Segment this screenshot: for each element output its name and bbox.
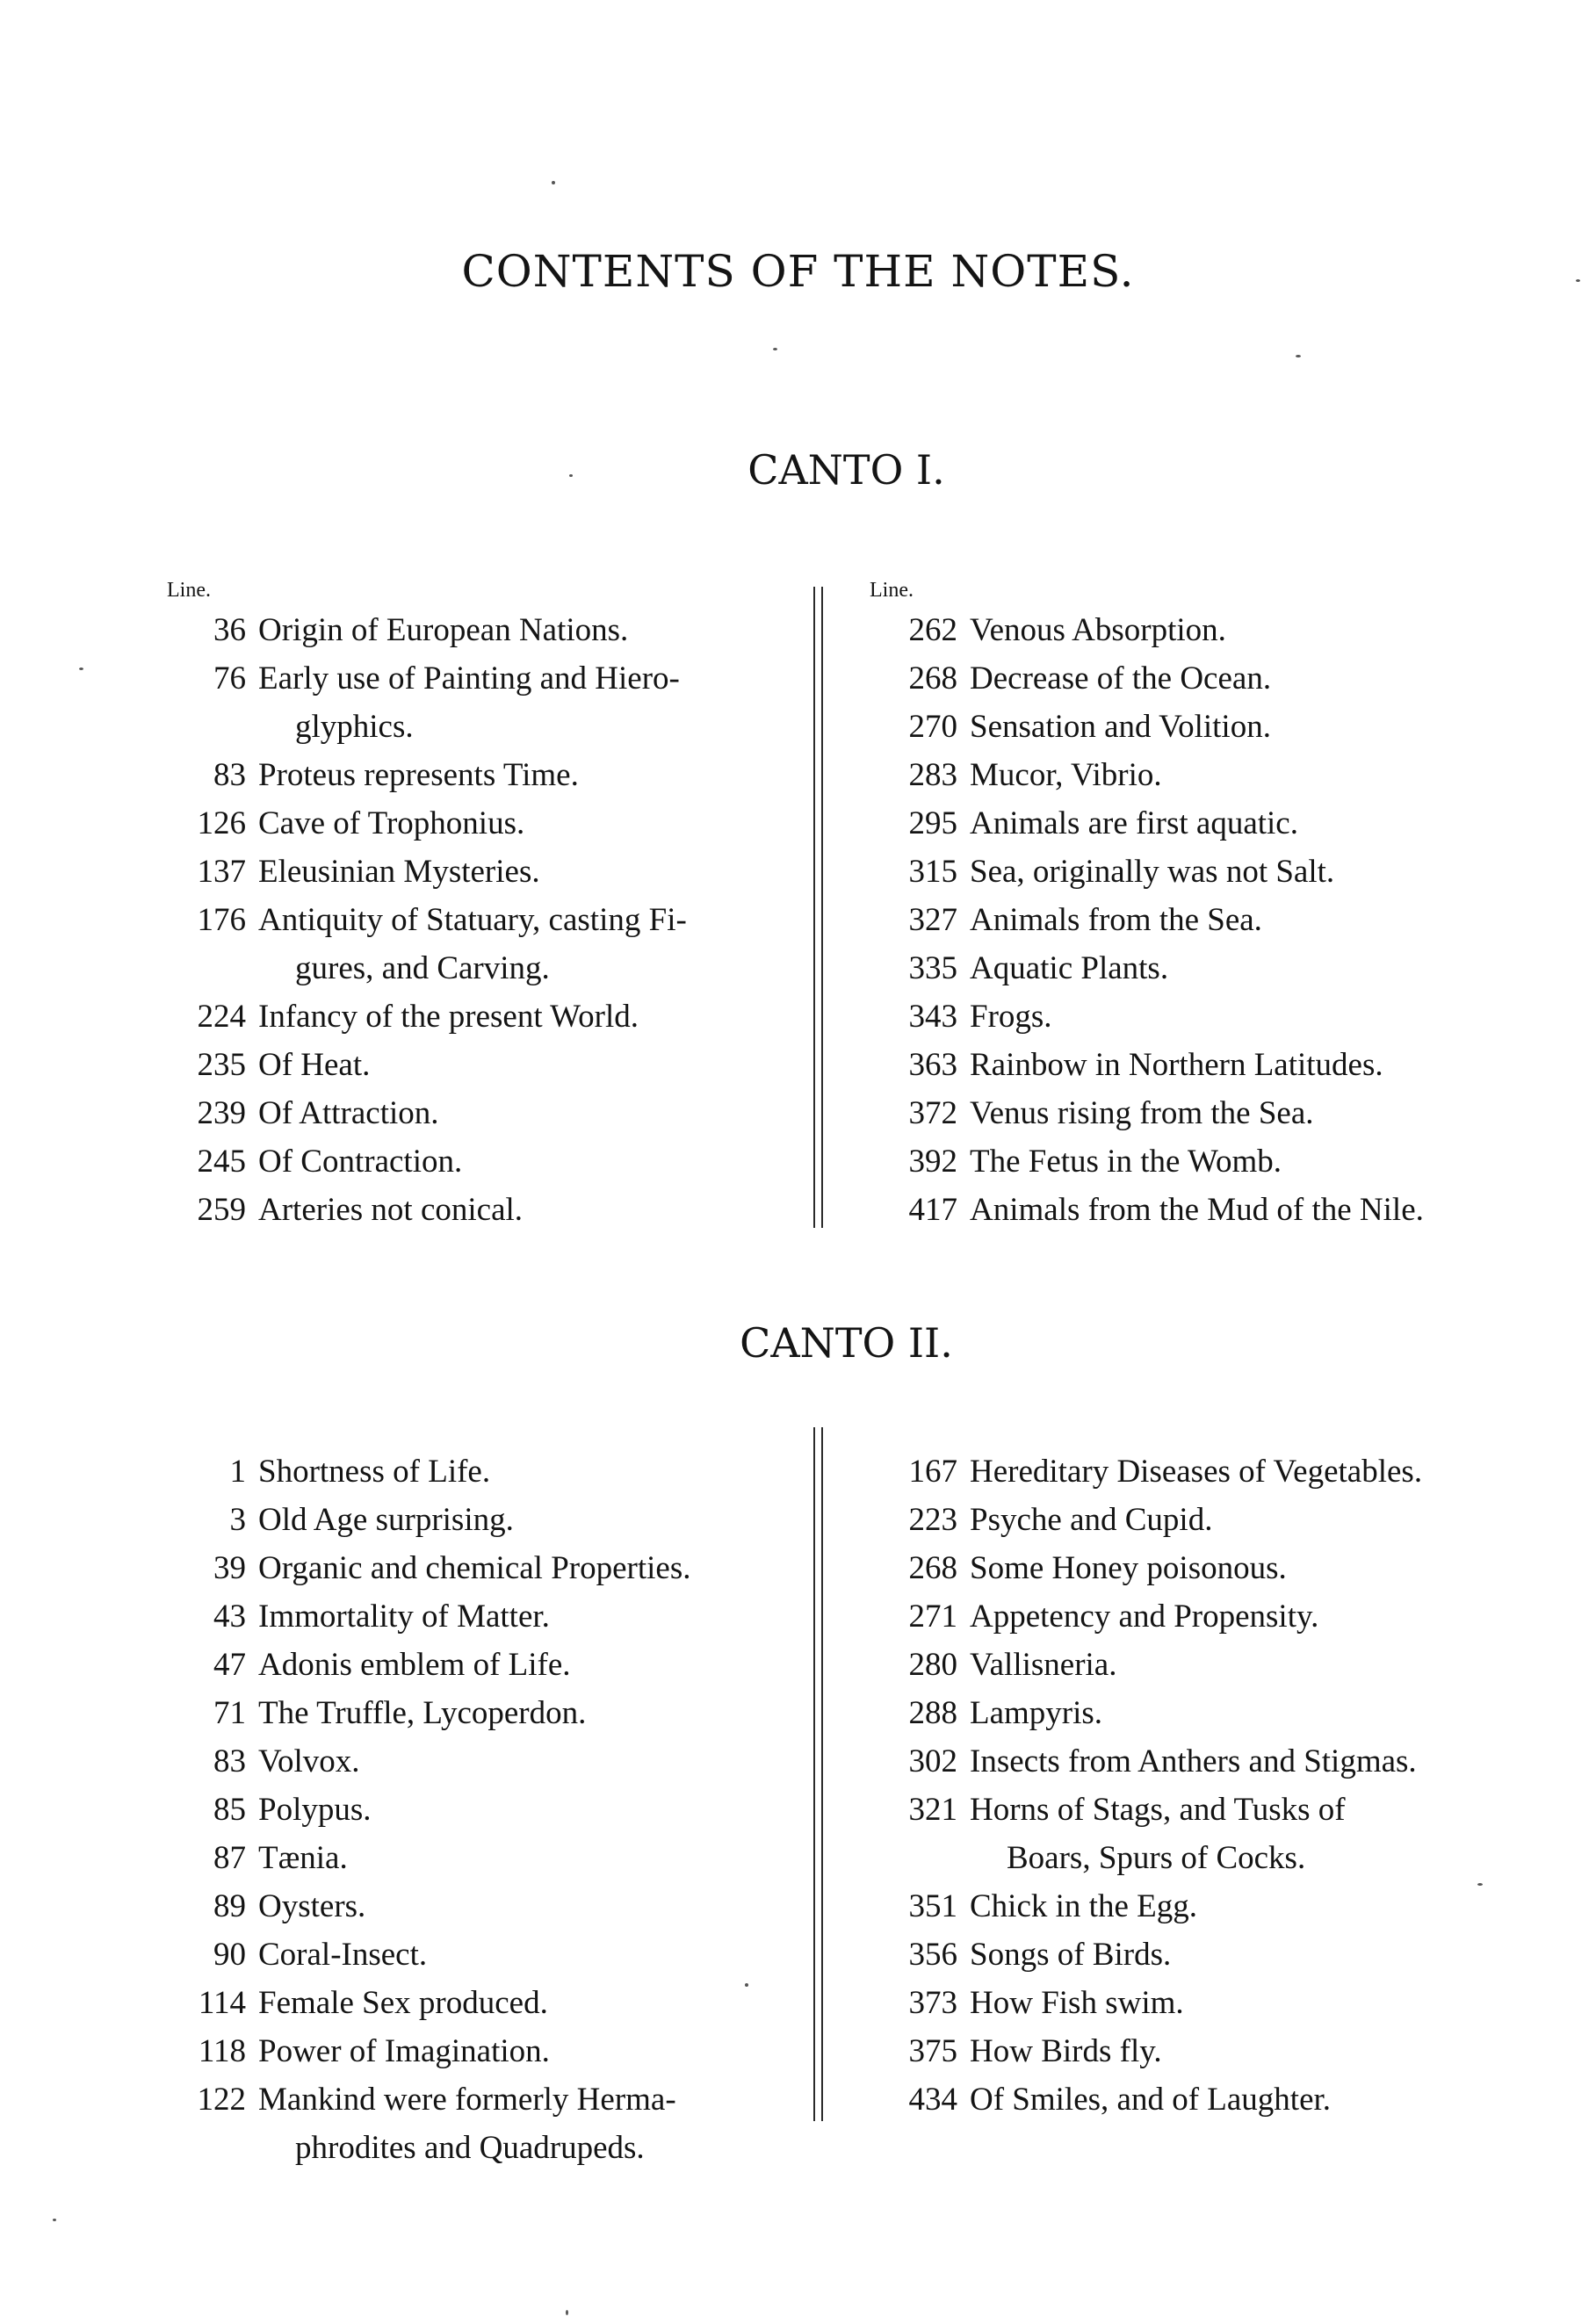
contents-entry	[870, 1641, 1484, 1689]
entry-title	[970, 944, 1484, 992]
entry-title	[970, 1931, 1484, 1979]
contents-entry	[167, 1041, 799, 1089]
contents-entry	[167, 654, 799, 751]
entry-title	[258, 1737, 799, 1786]
contents-entry	[167, 1592, 799, 1641]
entry-title-line: Origin of European Nations.	[258, 612, 629, 648]
entry-title	[258, 2027, 799, 2075]
line-number: 363	[908, 1047, 957, 1083]
entry-title-line: Volvox.	[258, 1743, 360, 1779]
line-number: 315	[908, 854, 957, 890]
entry-title-line: Arteries not conical.	[258, 1192, 524, 1228]
entry-title-line: Infancy of the present World.	[258, 999, 639, 1035]
entry-title	[970, 1496, 1484, 1544]
entry-title	[258, 1041, 799, 1089]
entry-title-line: Animals from the Sea.	[970, 902, 1262, 938]
entry-title	[970, 1544, 1484, 1592]
entry-title-line: Aquatic Plants.	[970, 950, 1169, 986]
entry-title	[258, 606, 799, 654]
canto-2-left-column	[167, 1421, 799, 2172]
entry-title	[970, 751, 1484, 799]
contents-entry	[870, 2027, 1484, 2075]
line-number: 3	[229, 1502, 246, 1538]
entry-title-line: Frogs.	[970, 999, 1052, 1035]
line-number: 118	[198, 2033, 246, 2069]
speck	[745, 1983, 748, 1987]
entry-title-line: The Fetus in the Womb.	[970, 1144, 1282, 1180]
entry-title-line: Antiquity of Statuary, casting Fi-	[258, 902, 687, 938]
contents-entry	[167, 992, 799, 1041]
entry-title	[970, 992, 1484, 1041]
entry-title	[970, 1137, 1484, 1186]
contents-entry	[870, 1689, 1484, 1737]
line-number: 167	[908, 1454, 957, 1490]
line-number: 270	[908, 709, 957, 745]
entry-title-line: Horns of Stags, and Tusks of	[970, 1792, 1346, 1828]
contents-entry	[167, 2075, 799, 2172]
line-number: 434	[908, 2082, 957, 2118]
entry-title-line: Shortness of Life.	[258, 1454, 491, 1490]
entry-title-line: Insects from Anthers and Stigmas.	[970, 1743, 1417, 1779]
line-number: 327	[908, 902, 957, 938]
speck	[1477, 1883, 1483, 1886]
contents-entry	[167, 606, 799, 654]
line-number: 76	[213, 660, 246, 696]
line-number: 262	[908, 612, 957, 648]
contents-entry	[167, 799, 799, 848]
entry-title-line: Vallisneria.	[970, 1647, 1117, 1683]
column-divider	[813, 587, 823, 1228]
canto-1-left-column	[167, 580, 799, 1234]
contents-entry	[167, 1137, 799, 1186]
contents-entry	[870, 1041, 1484, 1089]
entry-title	[258, 654, 799, 751]
speck	[773, 348, 777, 350]
contents-entry	[870, 848, 1484, 896]
contents-entry	[870, 944, 1484, 992]
entry-title	[258, 896, 799, 992]
contents-entry	[870, 1737, 1484, 1786]
line-number: 283	[908, 757, 957, 793]
entry-title	[258, 1496, 799, 1544]
entry-title-line: Of Heat.	[258, 1047, 371, 1083]
entry-title	[258, 1689, 799, 1737]
entry-title	[258, 799, 799, 848]
contents-entry	[167, 1979, 799, 2027]
entry-title-line: Immortality of Matter.	[258, 1599, 550, 1635]
entry-title	[258, 1979, 799, 2027]
contents-entry	[167, 1089, 799, 1137]
line-number: 89	[213, 1888, 246, 1924]
entry-title-line: Mucor, Vibrio.	[970, 757, 1162, 793]
line-number: 268	[908, 1550, 957, 1586]
contents-entry	[870, 1186, 1484, 1234]
entry-title	[970, 1041, 1484, 1089]
line-number: 90	[213, 1937, 246, 1973]
contents-entry	[167, 1689, 799, 1737]
contents-entry	[870, 2075, 1484, 2124]
entry-title-line: How Fish swim.	[970, 1985, 1184, 2021]
line-number: 271	[908, 1599, 957, 1635]
entry-title	[258, 992, 799, 1041]
line-number: 176	[197, 902, 246, 938]
contents-entry	[870, 896, 1484, 944]
line-number: 373	[908, 1985, 957, 2021]
entry-title	[258, 1882, 799, 1931]
entry-title-continuation: gures, and Carving.	[295, 950, 550, 986]
entry-title	[258, 848, 799, 896]
line-number: 335	[908, 950, 957, 986]
entry-title-line: Adonis emblem of Life.	[258, 1647, 571, 1683]
entry-title	[970, 1786, 1484, 1882]
line-column-header	[167, 1421, 799, 1442]
entry-title-line: How Birds fly.	[970, 2033, 1162, 2069]
entry-title-line: Sensation and Volition.	[970, 709, 1271, 745]
contents-entry	[870, 1882, 1484, 1931]
line-number: 224	[197, 999, 246, 1035]
entry-title-line: Eleusinian Mysteries.	[258, 854, 540, 890]
line-number: 259	[197, 1192, 246, 1228]
contents-entry	[167, 2027, 799, 2075]
entry-title-line: Old Age surprising.	[258, 1502, 514, 1538]
line-number: 351	[908, 1888, 957, 1924]
entry-title	[970, 654, 1484, 703]
entry-title	[970, 1641, 1484, 1689]
line-number: 295	[908, 805, 957, 841]
line-number: 1	[229, 1454, 246, 1490]
entry-title-line: Oysters.	[258, 1888, 366, 1924]
entry-title-line: Songs of Birds.	[970, 1937, 1172, 1973]
line-number: 223	[908, 1502, 957, 1538]
entry-title	[258, 1592, 799, 1641]
entry-title	[970, 1979, 1484, 2027]
line-number: 85	[213, 1792, 246, 1828]
entry-title-line: Venous Absorption.	[970, 612, 1226, 648]
entry-title-line: Organic and chemical Properties.	[258, 1550, 691, 1586]
canto-2-heading: CANTO II.	[740, 1319, 953, 1367]
entry-title	[970, 1592, 1484, 1641]
entry-title-line: Early use of Painting and Hiero-	[258, 660, 680, 696]
line-number: 372	[908, 1095, 957, 1131]
line-number: 356	[908, 1937, 957, 1973]
entry-title-continuation: glyphics.	[295, 709, 414, 745]
column-divider	[813, 1427, 823, 2121]
contents-entry	[870, 1137, 1484, 1186]
entry-title-line: The Truffle, Lycoperdon.	[258, 1695, 587, 1731]
contents-entry	[870, 1786, 1484, 1882]
entry-title	[970, 606, 1484, 654]
contents-entry	[870, 992, 1484, 1041]
line-number: 47	[213, 1647, 246, 1683]
entry-title-line: Polypus.	[258, 1792, 372, 1828]
entry-title	[258, 1641, 799, 1689]
entry-title	[258, 751, 799, 799]
line-number: 321	[908, 1792, 957, 1828]
entry-title-line: Mankind were formerly Herma-	[258, 2082, 676, 2118]
contents-entry	[870, 1592, 1484, 1641]
entry-title	[970, 848, 1484, 896]
contents-entry	[167, 1882, 799, 1931]
speck	[566, 2310, 568, 2315]
canto-1-heading: CANTO I.	[747, 446, 945, 494]
line-number: 83	[213, 1743, 246, 1779]
entry-title	[970, 703, 1484, 751]
speck	[53, 2219, 56, 2221]
contents-entry	[870, 1979, 1484, 2027]
line-column-header: Line.	[167, 579, 211, 602]
entry-title-line: Some Honey poisonous.	[970, 1550, 1287, 1586]
entry-title-line: Proteus represents Time.	[258, 757, 579, 793]
contents-entry	[167, 1786, 799, 1834]
line-number: 36	[213, 612, 246, 648]
entry-title-line: Decrease of the Ocean.	[970, 660, 1272, 696]
contents-entry	[167, 1931, 799, 1979]
speck	[552, 181, 555, 184]
entry-title	[970, 1689, 1484, 1737]
entry-title-line: Female Sex produced.	[258, 1985, 548, 2021]
entry-title-line: Chick in the Egg.	[970, 1888, 1197, 1924]
line-column-header: Line.	[870, 579, 914, 602]
entry-title	[258, 1786, 799, 1834]
contents-entry	[870, 1496, 1484, 1544]
entry-title-line: Animals from the Mud of the Nile.	[970, 1192, 1424, 1228]
line-number: 43	[213, 1599, 246, 1635]
entry-title-continuation: phrodites and Quadrupeds.	[295, 2130, 645, 2166]
line-number: 87	[213, 1840, 246, 1876]
entry-title-line: Of Contraction.	[258, 1144, 463, 1180]
entry-title	[970, 799, 1484, 848]
contents-entry	[870, 751, 1484, 799]
entry-title	[258, 1931, 799, 1979]
contents-entry	[870, 1931, 1484, 1979]
contents-entry	[167, 896, 799, 992]
contents-entry	[167, 1496, 799, 1544]
entry-title	[258, 1137, 799, 1186]
speck	[1296, 355, 1301, 357]
line-number: 137	[197, 854, 246, 890]
contents-entry	[870, 1447, 1484, 1496]
entry-title	[258, 1544, 799, 1592]
line-number: 83	[213, 757, 246, 793]
entry-title	[970, 1737, 1484, 1786]
line-number: 245	[197, 1144, 246, 1180]
entry-title-line: Power of Imagination.	[258, 2033, 550, 2069]
entry-title	[970, 1447, 1484, 1496]
contents-entry	[870, 1544, 1484, 1592]
entry-title-continuation: Boars, Spurs of Cocks.	[1007, 1840, 1306, 1876]
line-number: 280	[908, 1647, 957, 1683]
entry-title-line: Lampyris.	[970, 1695, 1103, 1731]
entry-title	[258, 2075, 799, 2172]
entry-title-line: Of Attraction.	[258, 1095, 439, 1131]
contents-entry	[167, 1737, 799, 1786]
entry-title-line: Coral-Insect.	[258, 1937, 428, 1973]
canto-2-right-column	[870, 1421, 1484, 2124]
line-number: 288	[908, 1695, 957, 1731]
entry-title	[970, 896, 1484, 944]
contents-entry	[870, 654, 1484, 703]
contents-entry	[167, 751, 799, 799]
entry-title	[258, 1186, 799, 1234]
line-number: 302	[908, 1743, 957, 1779]
entry-title-line: Tænia.	[258, 1840, 348, 1876]
entry-title	[258, 1834, 799, 1882]
line-number: 39	[213, 1550, 246, 1586]
canto-1-right-column	[870, 580, 1484, 1234]
speck	[79, 668, 83, 670]
line-number: 122	[197, 2082, 246, 2118]
entry-title	[258, 1447, 799, 1496]
entry-title-line: Venus rising from the Sea.	[970, 1095, 1314, 1131]
entry-title-line: Appetency and Propensity.	[970, 1599, 1319, 1635]
line-number: 392	[908, 1144, 957, 1180]
contents-entry	[870, 703, 1484, 751]
contents-entry	[167, 1641, 799, 1689]
line-number: 375	[908, 2033, 957, 2069]
line-column-header	[870, 1421, 1484, 1442]
line-number: 114	[198, 1985, 246, 2021]
entry-title	[970, 1186, 1484, 1234]
line-number: 71	[213, 1695, 246, 1731]
contents-entry	[167, 848, 799, 896]
line-number: 126	[197, 805, 246, 841]
entry-title	[970, 1089, 1484, 1137]
contents-entry	[167, 1544, 799, 1592]
entry-title-line: Cave of Trophonius.	[258, 805, 525, 841]
line-number: 268	[908, 660, 957, 696]
entry-title-line: Sea, originally was not Salt.	[970, 854, 1335, 890]
line-number: 235	[197, 1047, 246, 1083]
entry-title-line: Psyche and Cupid.	[970, 1502, 1213, 1538]
contents-entry	[167, 1834, 799, 1882]
contents-entry	[870, 606, 1484, 654]
contents-entry	[870, 799, 1484, 848]
speck	[569, 474, 573, 477]
entry-title	[258, 1089, 799, 1137]
line-number: 417	[908, 1192, 957, 1228]
entry-title	[970, 1882, 1484, 1931]
entry-title	[970, 2075, 1484, 2124]
contents-entry	[870, 1089, 1484, 1137]
page-title: CONTENTS OF THE NOTES.	[461, 246, 1135, 297]
entry-title-line: Of Smiles, and of Laughter.	[970, 2082, 1332, 2118]
line-number: 343	[908, 999, 957, 1035]
entry-title-line: Rainbow in Northern Latitudes.	[970, 1047, 1383, 1083]
contents-entry	[167, 1186, 799, 1234]
entry-title-line: Hereditary Diseases of Vegetables.	[970, 1454, 1423, 1490]
contents-entry	[167, 1447, 799, 1496]
entry-title	[970, 2027, 1484, 2075]
entry-title-line: Animals are first aquatic.	[970, 805, 1298, 841]
line-number: 239	[197, 1095, 246, 1131]
speck	[1576, 279, 1580, 282]
